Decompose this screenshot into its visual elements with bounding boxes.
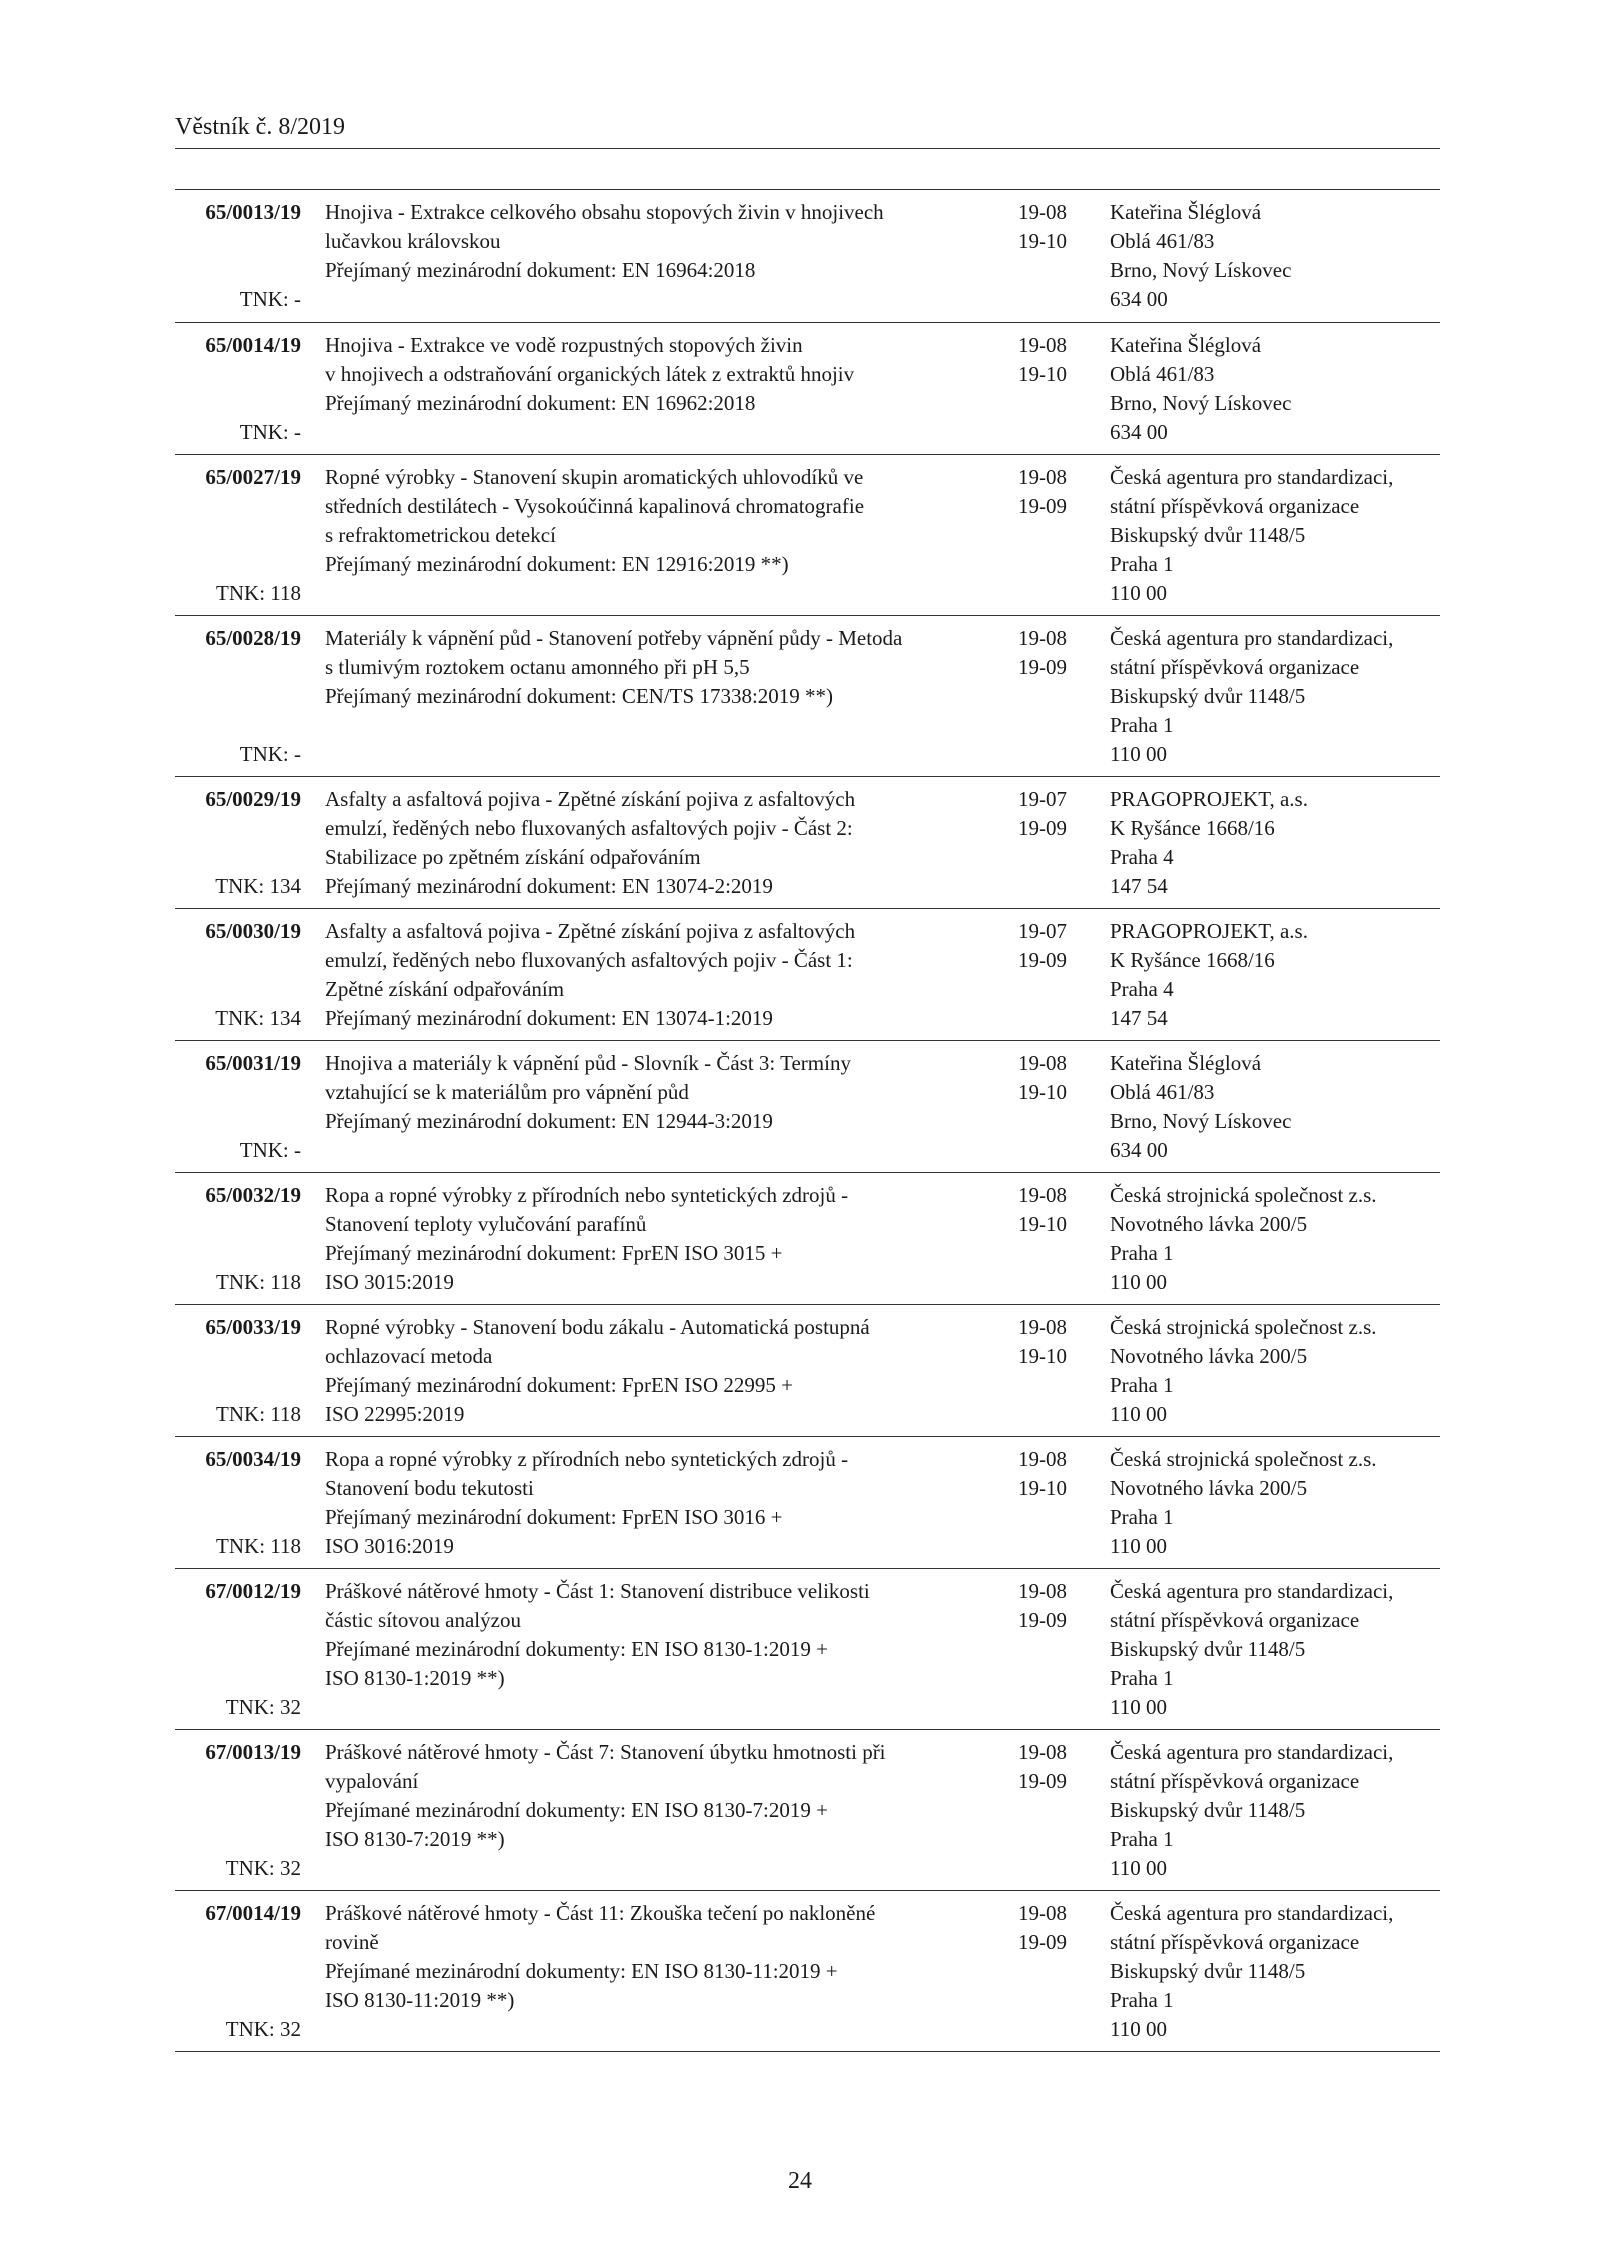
description-line: emulzí, ředěných nebo fluxovaných asfaltových pojiv - Část 2: [325,816,853,840]
address-line: Česká agentura pro standardizaci, [1110,1901,1394,1925]
address-line: Praha 4 [1110,845,1174,869]
description-line: v hnojivech a odstraňování organických látek z extraktů hnojiv [325,362,855,386]
standard-number: 67/0014/19 [205,1901,301,1925]
standard-number: 65/0033/19 [205,1315,301,1339]
address-line: Brno, Nový Lískovec [1110,391,1292,415]
address-line: 634 00 [1110,1138,1168,1162]
table-row [175,1172,1440,1304]
date-line: 19-08 [1018,1740,1067,1764]
description-line: vypalování [325,1769,419,1793]
description-line: středních destilátech - Vysokoúčinná kapalinová chromatografie [325,494,865,518]
address-line: státní příspěvková organizace [1110,1769,1360,1793]
description-line: Hnojiva a materiály k vápnění půd - Slovník - Část 3: Termíny [325,1051,851,1075]
standard-number: 65/0031/19 [205,1051,301,1075]
description-line: Přejímaný mezinárodní dokument: EN 16964:2018 [325,258,756,282]
dates [1018,917,1098,975]
date-line: 19-08 [1018,333,1067,357]
tnk-label: TNK: - [239,1138,301,1162]
address-line: 110 00 [1110,1695,1167,1719]
standard-number: 65/0014/19 [205,333,301,357]
address-line: Novotného lávka 200/5 [1110,1476,1308,1500]
description-line: ISO 8130-7:2019 **) [325,1827,505,1851]
standards-table [175,189,1440,2052]
date-line: 19-08 [1018,626,1067,650]
date-line: 19-08 [1018,1447,1067,1471]
date-line: 19-10 [1018,1344,1067,1368]
standard-number: 65/0028/19 [205,626,301,650]
dates [1018,1738,1098,1796]
description [325,331,997,418]
address-line: 110 00 [1110,1402,1167,1426]
table-row [175,1729,1440,1890]
dates [1018,785,1098,843]
address-line: Praha 1 [1110,1505,1174,1529]
processor-address [1110,1181,1445,1297]
address-line: Oblá 461/83 [1110,1080,1215,1104]
processor-address [1110,624,1445,769]
processor-address [1110,1313,1445,1429]
address-line: Česká strojnická společnost z.s. [1110,1447,1377,1471]
dates [1018,463,1098,521]
description-line: s refraktometrickou detekcí [325,523,556,547]
table-row [175,1568,1440,1729]
address-line: 147 54 [1110,874,1168,898]
description [325,785,997,901]
table-row [175,615,1440,776]
description-line: Přejímaný mezinárodní dokument: EN 13074-1:2019 [325,1006,773,1030]
table-row [175,454,1440,615]
description-line: Přejímaný mezinárodní dokument: FprEN ISO 3015 + [325,1241,783,1265]
dates [1018,1049,1098,1107]
description-line: emulzí, ředěných nebo fluxovaných asfaltových pojiv - Část 1: [325,948,853,972]
dates [1018,331,1098,389]
description-line: ISO 22995:2019 [325,1402,465,1426]
page-number: 24 [788,2168,812,2194]
bulletin-title: Věstník č. 8/2019 [175,114,345,140]
address-line: 110 00 [1110,1270,1167,1294]
dates [1018,1181,1098,1239]
description-line: Materiály k vápnění půd - Stanovení potřeby vápnění půdy - Metoda [325,626,903,650]
standard-number: 67/0012/19 [205,1579,301,1603]
date-line: 19-08 [1018,1901,1067,1925]
description-line: Hnojiva - Extrakce celkového obsahu stopových živin v hnojivech [325,200,884,224]
description-line: s tlumivým roztokem octanu amonného při pH 5,5 [325,655,750,679]
tnk-label: TNK: 134 [215,1006,301,1030]
standard-number: 65/0032/19 [205,1183,301,1207]
dates [1018,624,1098,682]
description [325,1738,997,1854]
processor-address [1110,1899,1445,2044]
address-line: 110 00 [1110,581,1167,605]
address-line: Oblá 461/83 [1110,229,1215,253]
description [325,917,997,1033]
address-line: Česká agentura pro standardizaci, [1110,1579,1394,1603]
processor-address [1110,1577,1445,1722]
tnk-label: TNK: 118 [216,581,301,605]
description-line: Přejímaný mezinárodní dokument: CEN/TS 17338:2019 **) [325,684,834,708]
description-line: Ropné výrobky - Stanovení skupin aromatických uhlovodíků ve [325,465,864,489]
dates [1018,1445,1098,1503]
address-line: Biskupský dvůr 1148/5 [1110,684,1306,708]
description-line: Práškové nátěrové hmoty - Část 7: Stanovení úbytku hmotnosti při [325,1740,886,1764]
description-line: Přejímaný mezinárodní dokument: EN 12944-3:2019 [325,1109,773,1133]
description-line: Hnojiva - Extrakce ve vodě rozpustných stopových živin [325,333,803,357]
table-row [175,190,1440,322]
description-line: Přejímaný mezinárodní dokument: EN 12916:2019 **) [325,552,789,576]
address-line: Česká strojnická společnost z.s. [1110,1183,1377,1207]
address-line: Kateřina Šléglová [1110,1051,1262,1075]
address-line: 110 00 [1110,742,1167,766]
dates [1018,1577,1098,1635]
address-line: 110 00 [1110,1534,1167,1558]
date-line: 19-08 [1018,200,1067,224]
page-header [175,112,1440,149]
date-line: 19-07 [1018,787,1067,811]
address-line: Kateřina Šléglová [1110,333,1262,357]
address-line: Biskupský dvůr 1148/5 [1110,523,1306,547]
address-line: Praha 1 [1110,1988,1174,2012]
description-line: Ropa a ropné výrobky z přírodních nebo syntetických zdrojů - [325,1183,849,1207]
date-line: 19-10 [1018,362,1067,386]
date-line: 19-08 [1018,1579,1067,1603]
standard-number: 65/0029/19 [205,787,301,811]
description [325,1899,997,2015]
table-row [175,1890,1440,2051]
address-line: PRAGOPROJEKT, a.s. [1110,919,1308,943]
processor-address [1110,1445,1445,1561]
date-line: 19-09 [1018,816,1067,840]
processor-address [1110,785,1445,901]
date-line: 19-09 [1018,1608,1067,1632]
date-line: 19-09 [1018,1769,1067,1793]
description [325,1577,997,1693]
description-line: vztahující se k materiálům pro vápnění půd [325,1080,689,1104]
address-line: 147 54 [1110,1006,1168,1030]
address-line: státní příspěvková organizace [1110,655,1360,679]
date-line: 19-08 [1018,1315,1067,1339]
tnk-label: TNK: 118 [216,1270,301,1294]
description [325,1049,997,1136]
processor-address [1110,917,1445,1033]
tnk-label: TNK: 32 [225,2017,301,2041]
description-line: Práškové nátěrové hmoty - Část 11: Zkouška tečení po nakloněné [325,1901,876,1925]
description-line: ochlazovací metoda [325,1344,493,1368]
description [325,1445,997,1561]
address-line: Praha 1 [1110,1373,1174,1397]
address-line: K Ryšánce 1668/16 [1110,816,1275,840]
standard-number: 67/0013/19 [205,1740,301,1764]
address-line: Česká agentura pro standardizaci, [1110,1740,1394,1764]
address-line: Biskupský dvůr 1148/5 [1110,1637,1306,1661]
table-row [175,776,1440,908]
table-row [175,1436,1440,1568]
description-line: Přejímané mezinárodní dokumenty: EN ISO 8130-11:2019 + [325,1959,838,1983]
standard-number: 65/0030/19 [205,919,301,943]
address-line: 634 00 [1110,420,1168,444]
address-line: Česká strojnická společnost z.s. [1110,1315,1377,1339]
address-line: Praha 1 [1110,1666,1174,1690]
address-line: státní příspěvková organizace [1110,494,1360,518]
address-line: Brno, Nový Lískovec [1110,258,1292,282]
tnk-label: TNK: 32 [225,1695,301,1719]
date-line: 19-09 [1018,1930,1067,1954]
tnk-label: TNK: - [239,420,301,444]
tnk-label: TNK: - [239,287,301,311]
standard-number: 65/0034/19 [205,1447,301,1471]
processor-address [1110,1738,1445,1883]
date-line: 19-09 [1018,948,1067,972]
date-line: 19-07 [1018,919,1067,943]
address-line: Praha 4 [1110,977,1174,1001]
date-line: 19-09 [1018,494,1067,518]
description-line: Přejímané mezinárodní dokumenty: EN ISO 8130-7:2019 + [325,1798,828,1822]
description-line: Přejímané mezinárodní dokumenty: EN ISO 8130-1:2019 + [325,1637,828,1661]
standard-number: 65/0013/19 [205,200,301,224]
description-line: Stabilizace po zpětném získání odpařováním [325,845,701,869]
address-line: státní příspěvková organizace [1110,1608,1360,1632]
address-line: Praha 1 [1110,713,1174,737]
description-line: Asfalty a asfaltová pojiva - Zpětné získání pojiva z asfaltových [325,787,856,811]
dates [1018,1313,1098,1371]
description-line: ISO 8130-11:2019 **) [325,1988,515,2012]
description-line: Přejímaný mezinárodní dokument: EN 13074-2:2019 [325,874,773,898]
description [325,624,997,711]
address-line: Praha 1 [1110,1827,1174,1851]
tnk-label: TNK: 118 [216,1534,301,1558]
date-line: 19-10 [1018,1080,1067,1104]
tnk-label: TNK: - [239,742,301,766]
tnk-label: TNK: 118 [216,1402,301,1426]
description [325,1313,997,1429]
description-line: Přejímaný mezinárodní dokument: EN 16962:2018 [325,391,756,415]
address-line: 110 00 [1110,1856,1167,1880]
date-line: 19-10 [1018,1476,1067,1500]
date-line: 19-10 [1018,229,1067,253]
description-line: Práškové nátěrové hmoty - Část 1: Stanovení distribuce velikosti [325,1579,870,1603]
processor-address [1110,1049,1445,1165]
address-line: K Ryšánce 1668/16 [1110,948,1275,972]
date-line: 19-08 [1018,465,1067,489]
processor-address [1110,198,1445,314]
address-line: Česká agentura pro standardizaci, [1110,626,1394,650]
address-line: Česká agentura pro standardizaci, [1110,465,1394,489]
description [325,463,997,579]
description-line: ISO 8130-1:2019 **) [325,1666,505,1690]
description [325,1181,997,1297]
address-line: Biskupský dvůr 1148/5 [1110,1798,1306,1822]
address-line: 634 00 [1110,287,1168,311]
address-line: Brno, Nový Lískovec [1110,1109,1292,1133]
description-line: ISO 3016:2019 [325,1534,454,1558]
processor-address [1110,463,1445,608]
description-line: Přejímaný mezinárodní dokument: FprEN ISO 22995 + [325,1373,793,1397]
table-row [175,908,1440,1040]
date-line: 19-09 [1018,655,1067,679]
description-line: Přejímaný mezinárodní dokument: FprEN ISO 3016 + [325,1505,783,1529]
date-line: 19-08 [1018,1183,1067,1207]
address-line: Novotného lávka 200/5 [1110,1344,1308,1368]
tnk-label: TNK: 32 [225,1856,301,1880]
description-line: Stanovení teploty vylučování parafínů [325,1212,647,1236]
description-line: Zpětné získání odpařováním [325,977,565,1001]
processor-address [1110,331,1445,447]
dates [1018,1899,1098,1957]
address-line: PRAGOPROJEKT, a.s. [1110,787,1308,811]
address-line: Praha 1 [1110,552,1174,576]
description-line: částic sítovou analýzou [325,1608,521,1632]
dates [1018,198,1098,256]
table-row [175,1040,1440,1172]
address-line: státní příspěvková organizace [1110,1930,1360,1954]
description-line: Stanovení bodu tekutosti [325,1476,534,1500]
address-line: 110 00 [1110,2017,1167,2041]
table-row [175,1304,1440,1436]
date-line: 19-10 [1018,1212,1067,1236]
description-line: Ropa a ropné výrobky z přírodních nebo syntetických zdrojů - [325,1447,849,1471]
address-line: Novotného lávka 200/5 [1110,1212,1308,1236]
address-line: Praha 1 [1110,1241,1174,1265]
description-line: lučavkou královskou [325,229,501,253]
table-row [175,322,1440,454]
standard-number: 65/0027/19 [205,465,301,489]
date-line: 19-08 [1018,1051,1067,1075]
description-line: Ropné výrobky - Stanovení bodu zákalu - Automatická postupná [325,1315,870,1339]
description-line: ISO 3015:2019 [325,1270,454,1294]
tnk-label: TNK: 134 [215,874,301,898]
description-line: Asfalty a asfaltová pojiva - Zpětné získání pojiva z asfaltových [325,919,856,943]
address-line: Kateřina Šléglová [1110,200,1262,224]
description-line: rovině [325,1930,379,1954]
address-line: Biskupský dvůr 1148/5 [1110,1959,1306,1983]
description [325,198,997,285]
address-line: Oblá 461/83 [1110,362,1215,386]
